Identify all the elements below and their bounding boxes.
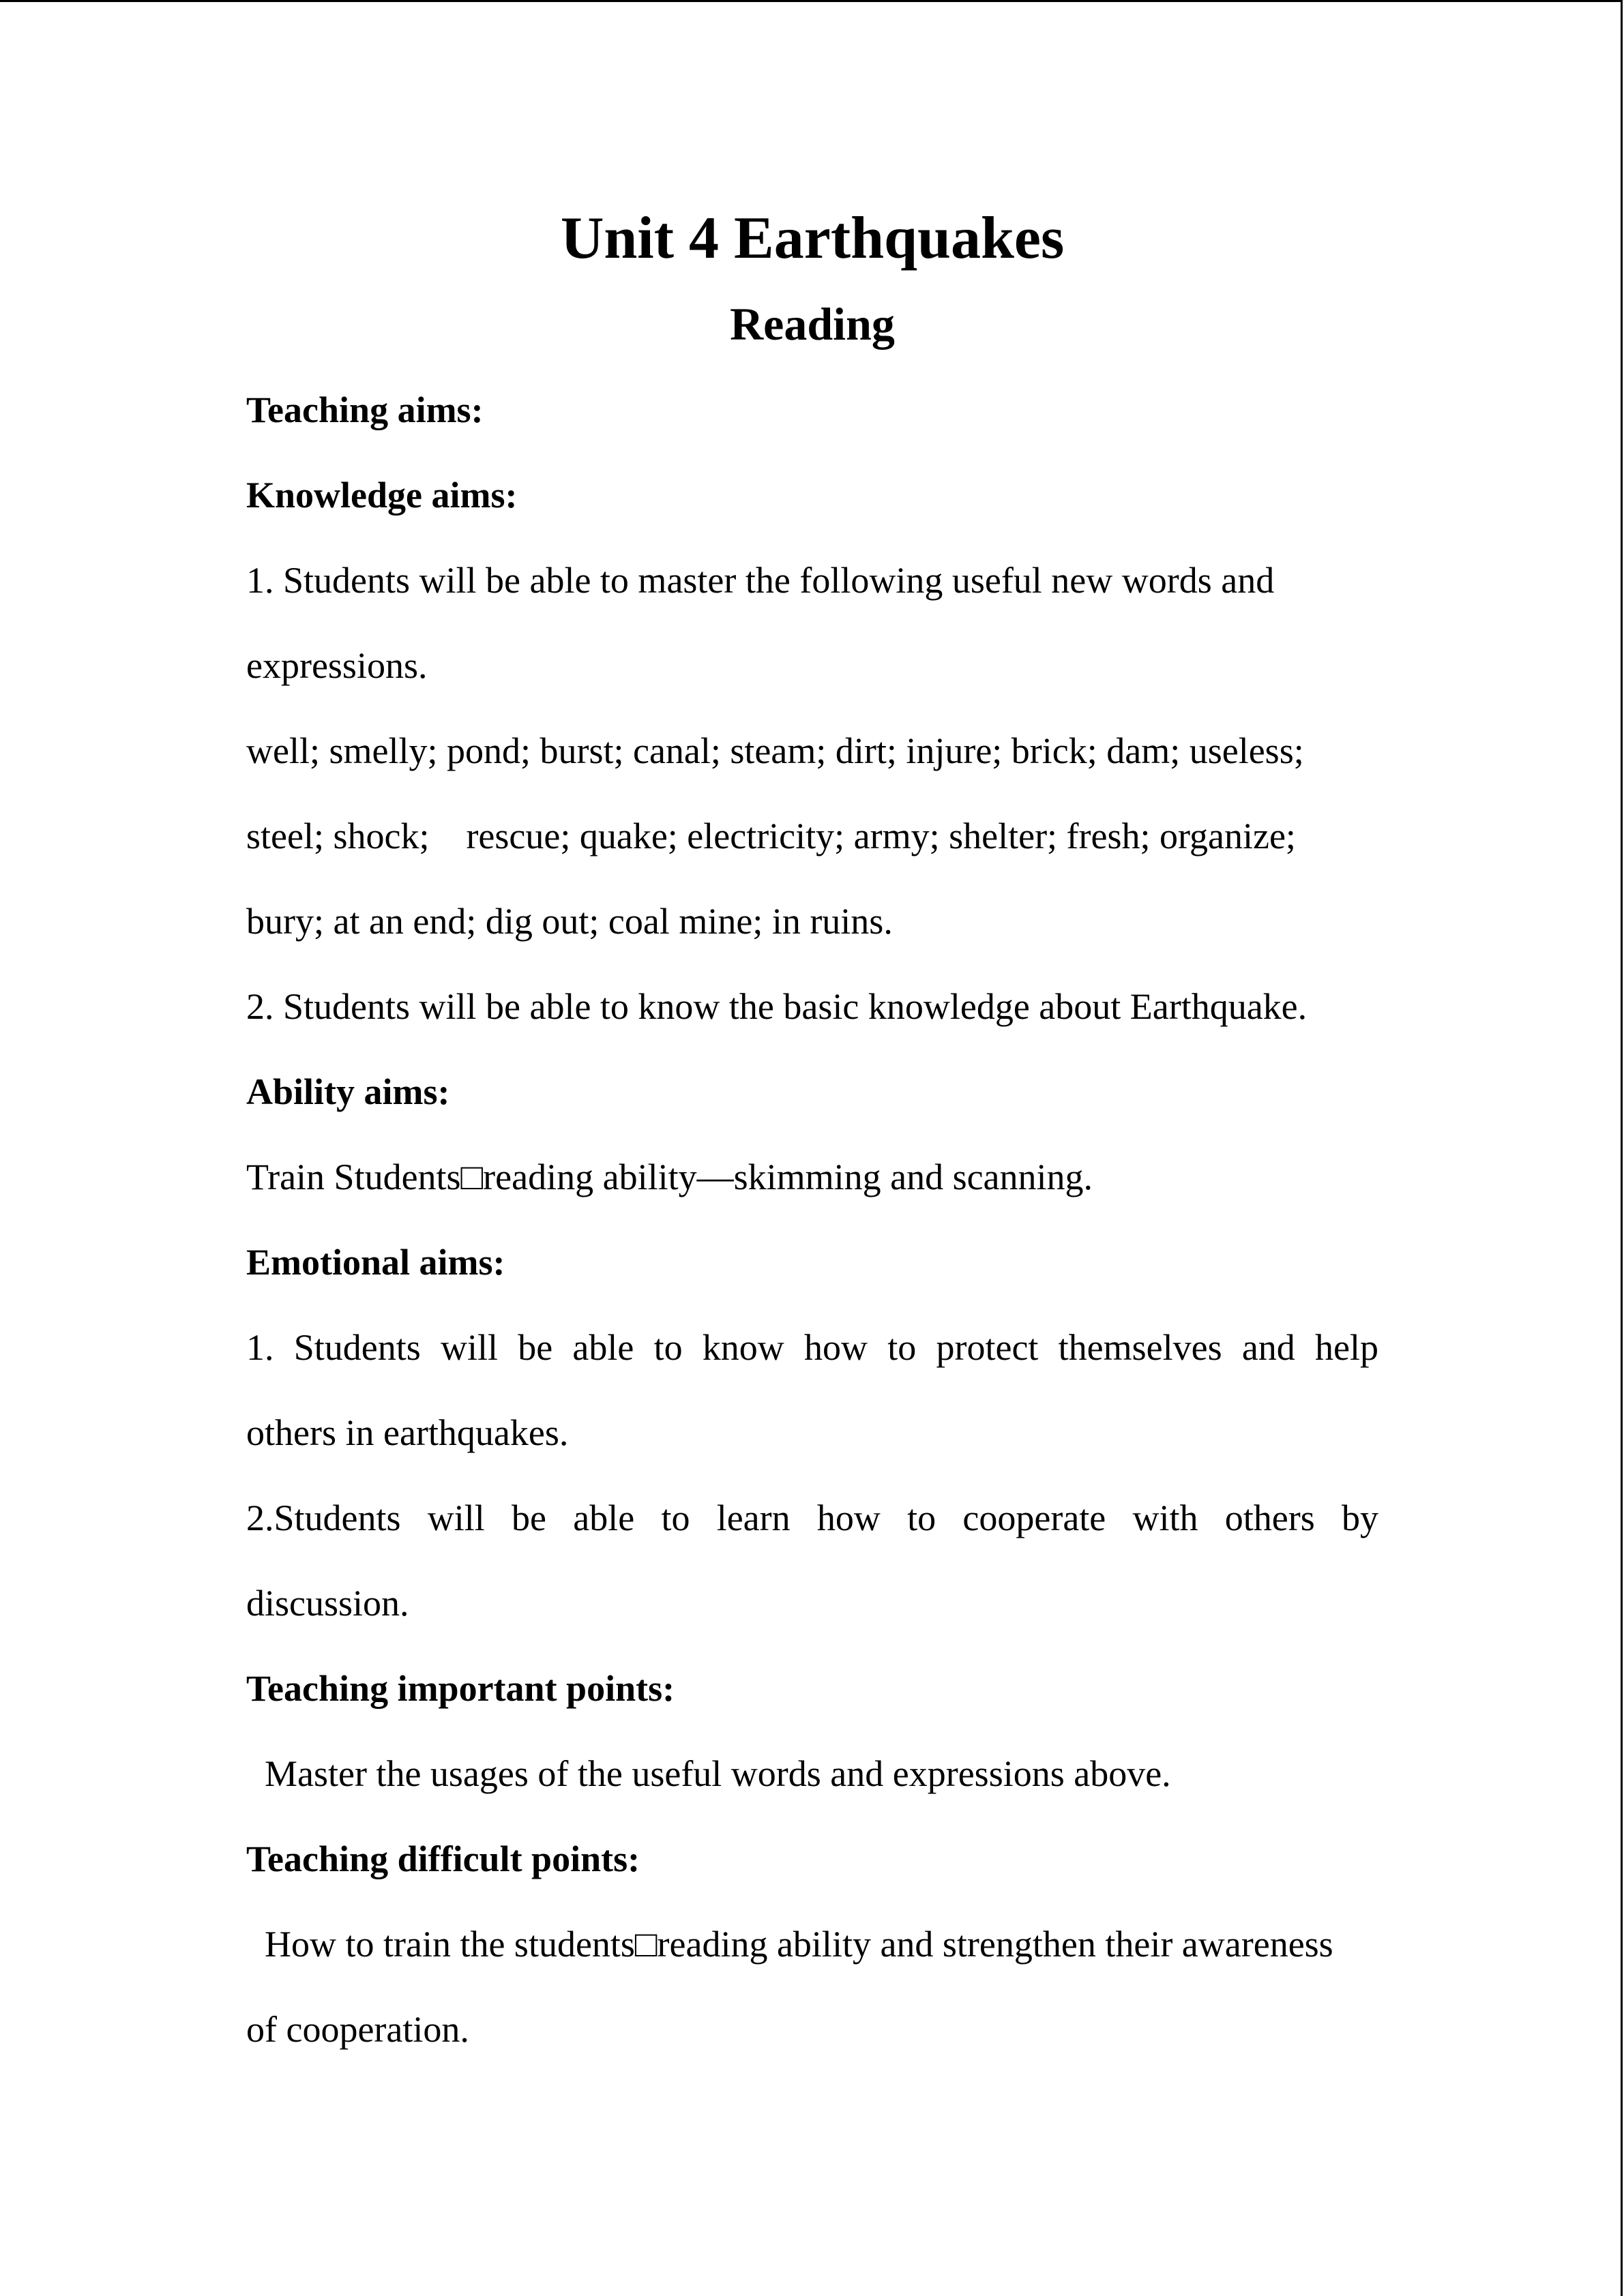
- ability-aims-heading: Ability aims:: [246, 1071, 450, 1112]
- vocab-line-2: steel; shock; rescue; quake; electricity; army; shelter; fresh; organize;: [246, 816, 1296, 856]
- emotional-aims-heading: Emotional aims:: [246, 1242, 505, 1283]
- knowledge-item-1-line-2: expressions.: [246, 645, 428, 686]
- emotional-item-2-line-2: discussion.: [246, 1583, 409, 1624]
- vocab-line-3: bury; at an end; dig out; coal mine; in ruins.: [246, 901, 893, 942]
- difficult-points-line-2: of cooperation.: [246, 2009, 469, 2050]
- knowledge-aims-heading: Knowledge aims:: [246, 475, 518, 516]
- important-points-text: Master the usages of the useful words and expressions above.: [265, 1753, 1171, 1794]
- document-title: Unit 4 Earthquakes: [560, 205, 1065, 271]
- emotional-item-2-line-1: 2.Students will be able to learn how to cooperate with others by: [246, 1497, 1378, 1538]
- difficult-points-line-1: How to train the students□reading ability and strengthen their awareness: [265, 1924, 1333, 1965]
- vocab-line-1: well; smelly; pond; burst; canal; steam; dirt; injure; brick; dam; useless;: [246, 730, 1304, 771]
- ability-aims-text: Train Students□reading ability—skimming and scanning.: [246, 1157, 1093, 1197]
- document-subtitle: Reading: [730, 298, 895, 350]
- emotional-item-1-line-1: 1. Students will be able to know how to protect themselves and help: [246, 1327, 1378, 1368]
- emotional-item-1-line-2: others in earthquakes.: [246, 1412, 569, 1453]
- teaching-aims-heading: Teaching aims:: [246, 389, 484, 430]
- important-points-heading: Teaching important points:: [246, 1668, 675, 1709]
- knowledge-item-2: 2. Students will be able to know the basic knowledge about Earthquake.: [246, 986, 1308, 1027]
- difficult-points-heading: Teaching difficult points:: [246, 1838, 640, 1879]
- knowledge-item-1-line-1: 1. Students will be able to master the following useful new words and: [246, 560, 1275, 601]
